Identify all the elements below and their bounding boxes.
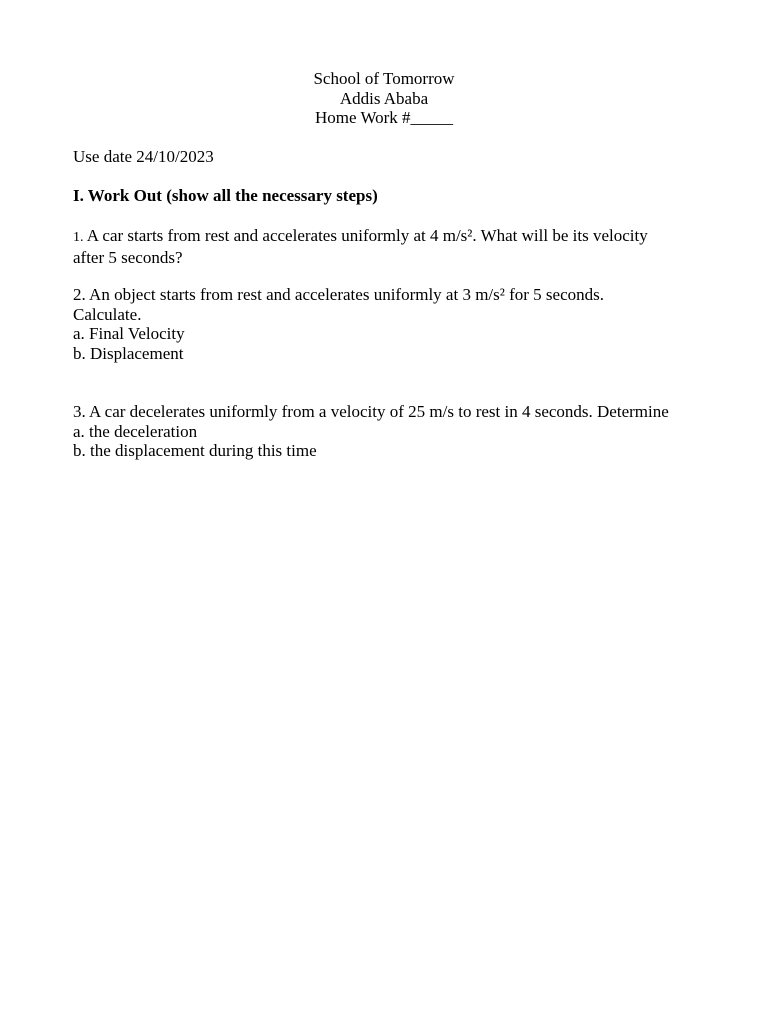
- question-3-part-b: b. the displacement during this time: [73, 441, 317, 460]
- question-1-text: A car starts from rest and accelerates uniformly at 4 m/s². What will be its velocity: [83, 226, 648, 245]
- use-date: Use date 24/10/2023: [73, 147, 214, 166]
- question-2-part-b: b. Displacement: [73, 343, 184, 363]
- section-title: I. Work Out (show all the necessary steps): [73, 186, 378, 205]
- question-1-line-1: [73, 226, 703, 248]
- question-3: [73, 402, 703, 461]
- school-city: Addis Ababa: [339, 88, 429, 108]
- question-2-part-a: a. Final Velocity: [73, 324, 185, 343]
- question-1: [73, 226, 703, 267]
- homework-title: Home Work #_____: [314, 108, 454, 127]
- school-name: School of Tomorrow: [313, 69, 455, 88]
- question-3-line-1: 3. A car decelerates uniformly from a velocity of 25 m/s to rest in 4 seconds. Determine: [73, 402, 669, 421]
- question-1-line-2: after 5 seconds?: [73, 247, 183, 267]
- question-2-line-1: 2. An object starts from rest and accelerates uniformly at 3 m/s² for 5 seconds.: [73, 285, 605, 304]
- question-1-number: 1.: [73, 230, 84, 245]
- question-2-line-2: Calculate.: [73, 304, 142, 324]
- question-3-part-a: a. the deceleration: [73, 421, 198, 441]
- question-2: [73, 285, 703, 363]
- document-header: [0, 69, 768, 128]
